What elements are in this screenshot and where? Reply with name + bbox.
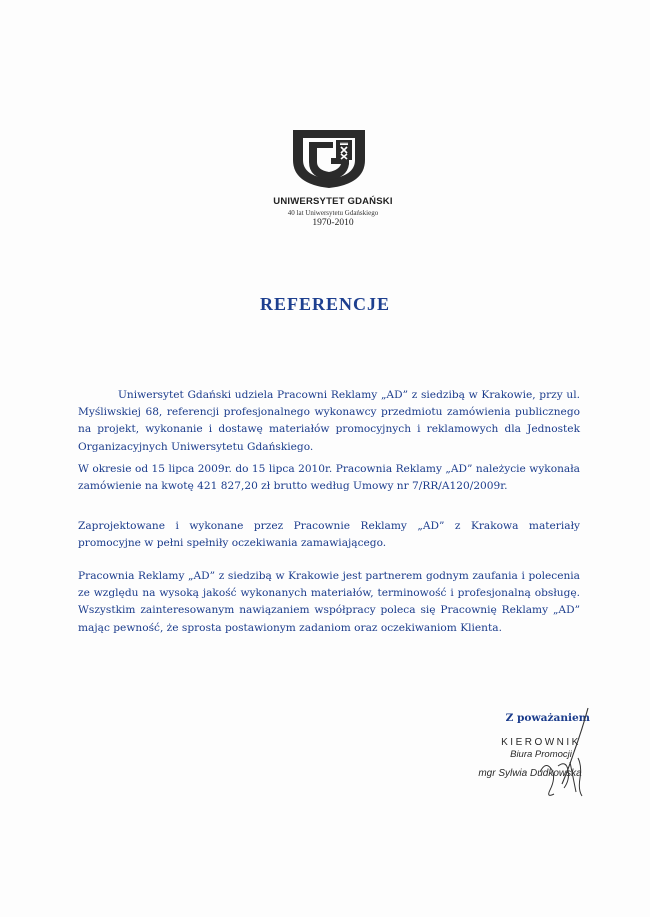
stamp-title: KIEROWNIK: [501, 737, 581, 748]
stamp-department: Biura Promocji: [510, 749, 572, 760]
university-name: UNIWERSYTET GDAŃSKI: [273, 196, 393, 207]
document-title: REFERENCJE: [259, 294, 390, 314]
paragraph-contract-period: W okresie od 15 lipca 2009r. do 15 lipca 2010r. Pracownia Reklamy „AD” należycie wykonała zamówienie na kwotę 421 827,20 zł brutto według Umowy nr 7/RR/A120/2009r.: [78, 463, 580, 493]
anniversary-years: 1970-2010: [312, 218, 354, 228]
paragraph-recommendation: Pracownia Reklamy „AD” z siedzibą w Krakowie jest partnerem godnym zaufania i polecenia ze względu na wysoką jakość wykonanych materiałów, terminowość i profesjonalną obsługę. Wszystkim zainteresowanym nawiązaniem współpracy poleca się Pracownię Reklamy „AD” mając pewność, że sprosta postawionym zadaniom oraz oczekiwaniom Klienta.: [78, 570, 580, 634]
stamp-person: mgr Sylwia Dudkowska: [478, 768, 582, 779]
paragraph-materials-satisfaction: Zaprojektowane i wykonane przez Pracownie Reklamy „AD” z Krakowa materiały promocyjne w pełni spełniły oczekiwania zamawiającego.: [78, 520, 580, 550]
university-logo-icon: [289, 126, 369, 190]
paragraph-reference-granted: Uniwersytet Gdański udziela Pracowni Reklamy „AD” z siedzibą w Krakowie, przy ul. Myśliwskiej 68, referencji profesjonalnego wykonawcy przedmiotu zamówienia publicznego na projekt, wykonanie i dostawę materiałów promocyjnych i reklamowych dla Jednostek Organizacyjnych Uniwersytetu Gdańskiego.: [78, 389, 580, 453]
closing-regards: Z poważaniem: [505, 712, 590, 724]
anniversary-line: 40 lat Uniwersytetu Gdańskiego: [287, 209, 379, 217]
